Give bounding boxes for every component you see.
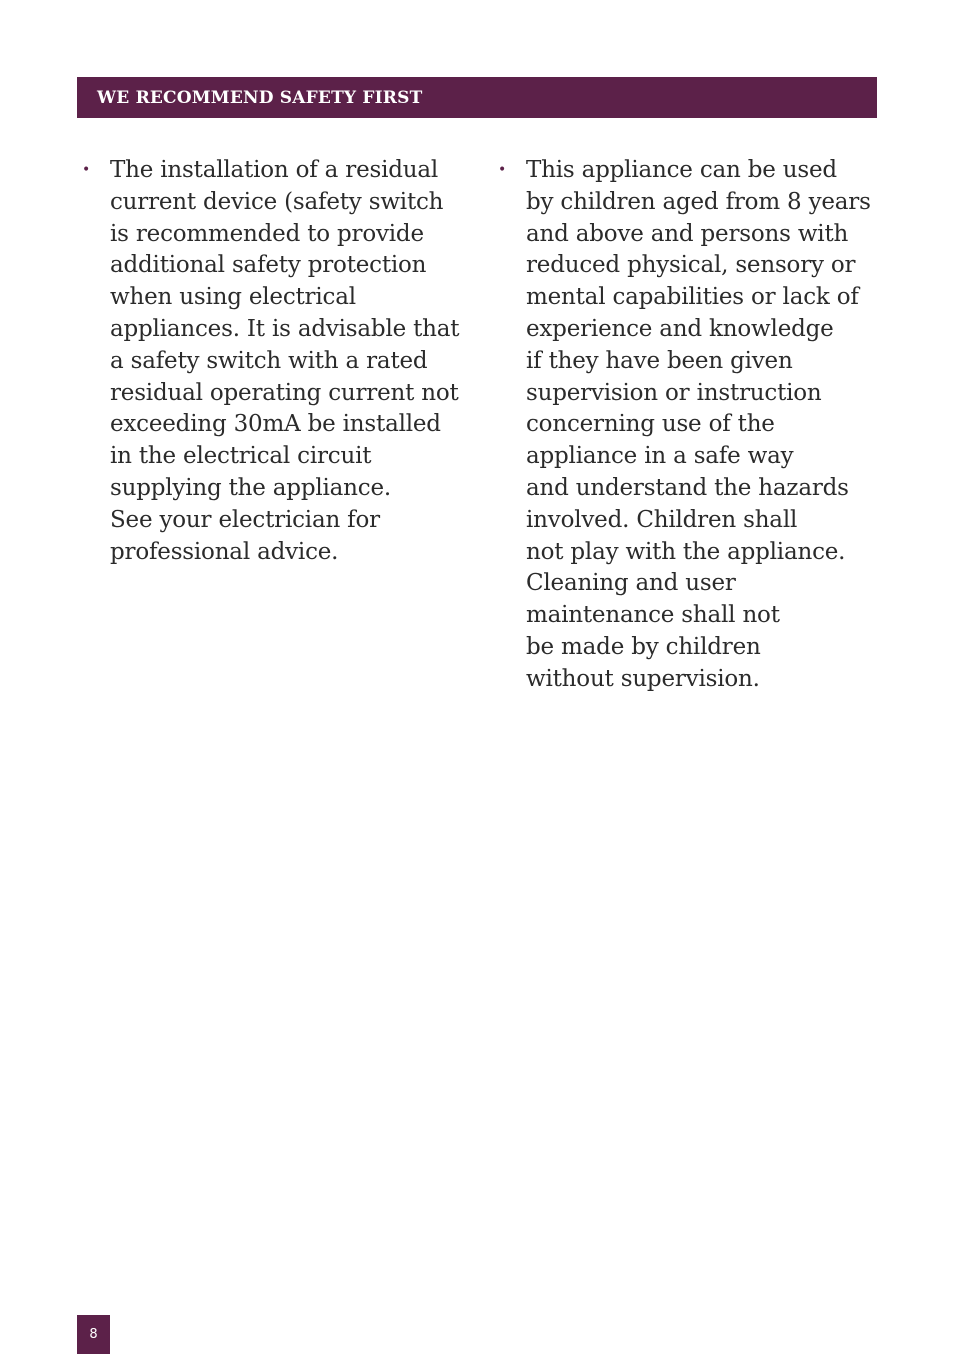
text-line: supplying the appliance. [110,474,391,501]
text-line: maintenance shall not [526,602,780,629]
text-line: reduced physical, sensory or [526,252,856,279]
text-line: additional safety protection [110,252,427,279]
text-line: involved. Children shall [526,506,798,533]
bullet-icon: • [498,162,507,178]
text-line: a safety switch with a rated [110,347,428,374]
text-line: appliances. It is advisable that [110,315,460,342]
bullet-item-rcd [77,155,477,568]
section-title: WE RECOMMEND SAFETY FIRST [97,87,423,108]
text-line: if they have been given [526,347,793,374]
text-line: when using electrical [110,284,356,311]
text-line: mental capabilities or lack of [526,284,859,311]
text-line: concerning use of the [526,411,775,438]
bullet-icon: • [82,162,91,178]
text-line: The installation of a residual [110,157,439,183]
text-line: not play with the appliance. [526,538,846,565]
text-line: and understand the hazards [526,474,849,501]
text-line: appliance in a safe way [526,443,794,470]
page-number: 8 [77,1315,110,1354]
bullet-text [526,155,893,696]
text-line: exceeding 30mA be installed [110,411,441,438]
text-line: without supervision. [526,665,760,692]
text-line: experience and knowledge [526,315,834,342]
bullet-item-children [493,155,893,696]
text-line: current device (safety switch [110,188,444,215]
text-line: is recommended to provide [110,220,424,247]
text-line: in the electrical circuit [110,443,372,470]
section-header-bar [77,77,877,118]
text-line: This appliance can be used [526,157,837,183]
text-line: professional advice. [110,538,339,565]
text-line: supervision or instruction [526,379,822,406]
left-column [77,155,477,568]
text-line: See your electrician for [110,506,380,533]
text-line: be made by children [526,633,761,660]
right-column [493,155,893,696]
text-line: and above and persons with [526,220,849,247]
text-line: Cleaning and user [526,570,736,597]
text-line: residual operating current not [110,379,459,406]
text-line: by children aged from 8 years [526,188,871,215]
bullet-text [110,155,477,568]
